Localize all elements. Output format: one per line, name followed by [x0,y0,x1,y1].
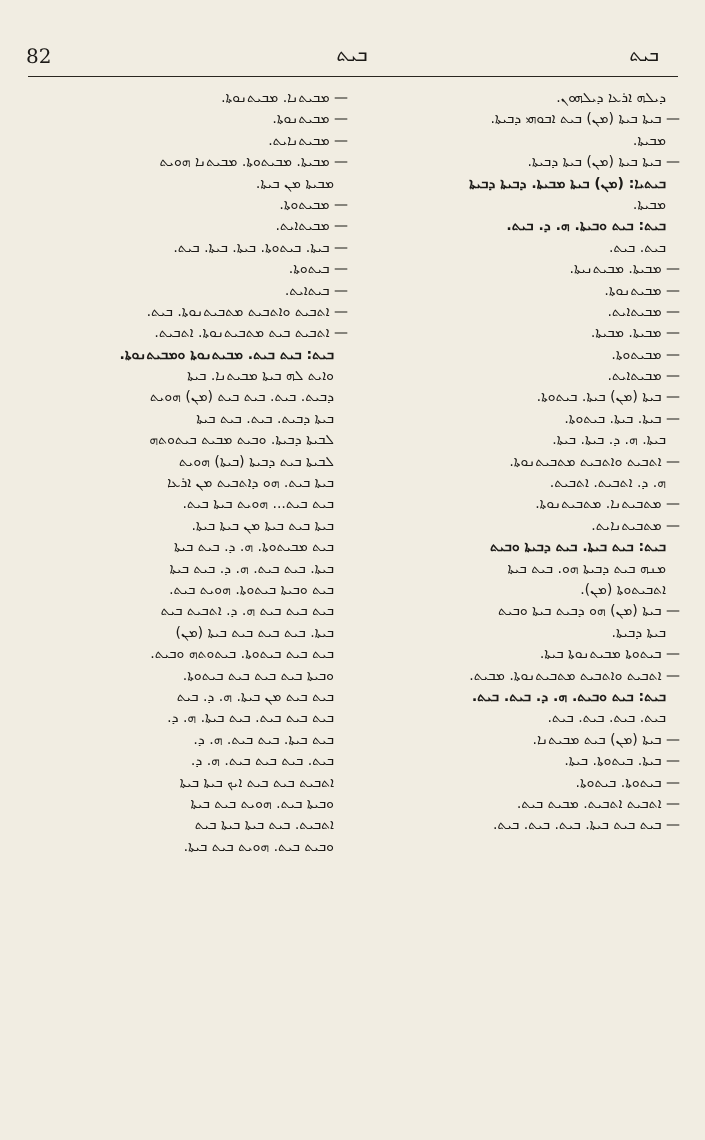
left-column-line: ܒܝܬ ܒܝܬ ܡܢ ܒܝܬܐ. ܗ. ܕ. ܒܝܬ [176,688,334,705]
right-column-line: ܡܢܗ ܒܝܬ ܕܒܝܬܐ ܗܘ. ܒܝܬ ܒܝܬܐ [507,560,666,577]
right-column-line: — ܒܝܬܐ (ܡܢ) ܗܘ ܕܒܝܬ ܒܝܬܐ ܘܒܝܬ [498,603,680,620]
left-column-line: — ܒܝܬܐ. ܒܝܬܘܬܐ. ܒܝܬܐ. ܒܝܬܐ. ܒܝܬ. [173,239,348,256]
page-header [0,36,705,72]
left-column-line: ܒܝܬ ܘܒܝܬܐ ܒܝܬܘܬܐ. ܗܘܝܬ ܒܝܬ. [169,581,334,598]
left-column-line: — ܡܒܝܬܐܝܬ. [275,218,348,235]
left-column-line: ܠܒܝܬܐ ܒܝܬ ܕܒܝܬܐ (ܒܝܬܐ) ܗܘܝܬ [178,453,334,470]
left-column-line: ܒܝܬ: ܒܝܬ ܒܝܬ. ܡܒܝܬܢܘܬܐ ܘܡܒܝܬܢܘܬܐ. [119,346,334,363]
left-column-line: ܡܒܝܬܐ ܡܢ ܒܝܬܐ. [255,175,334,192]
right-column-line: — ܡܒܝܬܢܘܬܐ. [604,282,680,299]
right-column-line: — ܒܝܬܐ. ܒܝܬܘܬܐ. ܒܝܬܐ. [564,753,680,770]
left-column-line: — ܡܒܝܬܢܐ. ܡܒܝܬܢܘܬܐ. [221,90,348,106]
left-column-line: ܒܝܬܐ. ܒܝܬ ܒܝܬ. ܗ. ܕ. ܒܝܬ ܒܝܬܐ [169,560,334,577]
left-column-line: — ܒܝܬܐܝܬ. [284,282,348,299]
page-number: 82 [26,44,52,68]
left-column-line: ܠܒܝܬܐ ܕܒܝܬܐ. ܘܒܝܬ ܡܒܝܬ ܒܝܬܘܬܗ [149,432,334,449]
left-column-line: ܒܝܬܐ ܕܒܝܬ. ܒܝܬ. ܒܝܬ ܒܝܬܐ [196,410,334,427]
right-column-line: — ܡܬܒܝܬܢܐ. ܡܬܒܝܬܢܘܬܐ. [535,496,680,513]
left-column-line: ܕܒܝܬ. ܒܝܬ. ܒܝܬ ܒܝܬ (ܡܢ) ܗܘܝܬ [149,389,334,406]
right-column-line: — ܐܬܒܝܬ ܐܬܒܝܬ. ܡܒܝܬ ܒܝܬ. [516,795,680,812]
right-column-line: ܒܝܬܐ. ܗ. ܕ. ܒܝܬܐ. ܒܝܬܐ. [552,432,666,449]
right-column-line: — ܒܝܬܘܬܐ. ܒܝܬܘܬܐ. [575,774,680,791]
right-column-line: ܒܝܬ: ܒܝܬ ܘܒܝܬ. ܗ. ܕ. ܒܝܬ. ܒܝܬ. [471,688,666,705]
right-column-line: — ܒܝܬܘܬܐ ܡܒܝܬܢܘܬܐ ܒܝܬܐ. [539,646,680,663]
right-column-line: ܡܒܝܬܐ. [632,196,666,213]
left-column-line: ܒܝܬܐ ܒܝܬ. ܗܘ ܕܐܬܒܝܬ ܡܢ ܐܪܥܐ [167,475,334,492]
left-column-line: ܒܝܬܐ ܒܝܬ ܒܝܬܐ ܡܢ ܒܝܬܐ ܒܝܬܐ. [191,517,334,534]
right-column-line: — ܡܒܝܬܐ. ܡܒܝܬܐ. [590,325,680,342]
right-column-line: ܒܝܬ: ܒܝܬ ܘܒܝܬܐ. ܗ. ܕ. ܒܝܬ. [506,218,666,235]
header-rule [28,76,678,77]
right-column-line: — ܡܒܝܬܐܝܬ. [607,303,680,320]
left-column-line: ܒܝܬ ܒܝܬ ܒܝܬܘܬܐ. ܒܝܬܘܬܗ ܘܒܝܬ. [150,646,334,663]
left-column-line: ܒܝܬ. ܒܝܬ ܒܝܬ ܒܝܬ. ܗ. ܕ. [190,753,334,770]
right-column-line: — ܐܬܒܝܬ ܘܐܬܒܝܬ ܡܬܒܝܬܢܘܬܐ. [509,453,680,470]
left-column-line: — ܡܒܝܬܐ. ܡܒܝܬܘܬܐ. ܡܒܝܬܢܐ ܗܘܝܬ [159,154,348,171]
right-column-line: — ܒܝܬܐ. ܒܝܬܐ. ܒܝܬܘܬܐ. [564,410,680,427]
left-column-line: ܒܝܬ ܒܝܬܐ. ܒܝܬ ܒܝܬ. ܗ. ܕ. [193,731,334,748]
running-title-center: ܒܝܬ [336,42,368,66]
left-column-line: — ܐܬܒܝܬ ܒܝܬ ܡܬܒܝܬܢܘܬܐ. ܐܬܒܝܬ. [154,325,348,342]
left-column-line: — ܡܒܝܬܘܬܐ. [279,196,348,213]
right-column-line: ܒܝܬ. ܒܝܬ. [608,239,666,256]
left-column-line: ܘܐܝܬ ܠܗ ܒܝܬܐ ܡܒܝܬܢܐ. ܒܝܬܐ [187,368,334,385]
right-column-line: ܗ. ܕ. ܐܬܒܝܬ. ܐܬܒܝܬ. [549,475,666,492]
running-title-right: ܒܝܬ [629,44,659,66]
right-column-line: ܒܝܬ. ܒܝܬ. ܒܝܬ. ܒܝܬ. [547,710,666,727]
right-column-line: ܐܬܒܝܬܘܬܐ (ܡܢ). [580,581,666,598]
left-column-line: ܐܬܒܝܬ. ܒܝܬ ܒܝܬܐ ܒܝܬܐ ܒܝܬ [194,817,334,834]
right-column-line: — ܡܒܝܬܐ. ܡܒܝܬܢܝܬܐ. [569,261,680,278]
right-column-line: ܒܝܬܐ ܕܒܝܬܐ. [611,624,666,641]
right-column-line: — ܒܝܬܐ (ܡܢ) ܒܝܬ ܡܒܝܬܢܐ. [532,731,680,748]
left-column-line: — ܐܬܒܝܬ ܘܐܬܒܝܬ ܡܬܒܝܬܢܘܬܐ. ܒܝܬ. [146,303,348,320]
right-column-line: — ܡܬܒܝܬܢܐܝܬ. [591,517,680,534]
left-column-line: ܐܬܒܝܬ ܒܝܬ ܒܝܬ ܐܝܟ ܒܝܬܐ ܒܝܬܐ [179,774,334,791]
left-column-line: ܒܝܬ ܒܝܬ ܒܝܬ. ܒܝܬ ܒܝܬܐ. ܗ. ܕ. [167,710,334,727]
right-column-line: ܕܝܠܗ ܐܪܥܐ ܕܝܠܗܘܢ. [556,90,666,106]
left-column [36,88,348,858]
left-column-line: ܒܝܬ ܒܝܬ... ܗܘܝܬ ܒܝܬܐ ܒܝܬ. [182,496,334,513]
right-column-line: — ܡܒܝܬܘܬܐ. [611,346,680,363]
right-column-line: — ܒܝܬܐ (ܡܢ) ܒܝܬܐ. ܒܝܬܘܬܐ. [536,389,680,406]
left-column-line: ܘܒܝܬܐ ܒܝܬ ܒܝܬ ܒܝܬ ܒܝܬܘܬܐ. [182,667,334,684]
left-column-line: ܒܝܬ ܡܒܝܬܘܬܐ. ܗ. ܕ. ܒܝܬ ܒܝܬܐ [174,539,334,556]
right-column-line: ܒܝܬܝܐ: (ܡܢ) ܒܝܬܐ ܡܒܝܬܐ. ܕܒܝܬܐ ܕܒܝܬܐ [469,175,666,192]
left-column-line: ܒܝܬܐ. ܒܝܬ ܒܝܬ ܒܝܬ ܒܝܬܐ (ܡܢ) [175,624,334,641]
right-column-line: ܒܝܬ: ܒܝܬ ܒܝܬܐ. ܒܝܬ ܕܒܝܬܐ ܘܒܝܬ [489,539,666,556]
right-column-line: — ܡܒܝܬܐܝܬ. [607,368,680,385]
left-column-line: — ܡܒܝܬܢܐܝܬ. [268,132,348,149]
right-column-line: ܡܒܝܬܐ. [632,132,666,149]
right-column-line: — ܒܝܬܐ ܒܝܬܐ (ܡܢ) ܒܝܬ ܐܒܘܗܝ ܕܒܝܬܐ. [490,111,680,128]
right-column [364,88,680,837]
left-column-line: ܒܝܬ ܒܝܬ ܒܝܬ ܗ. ܕ. ܐܬܒܝܬ ܒܝܬ [160,603,334,620]
left-column-line: ܘܒܝܬ ܒܝܬ. ܗܘܝܬ ܒܝܬ ܒܝܬܐ. [183,838,334,855]
left-column-line: — ܒܝܬܘܬܐ. [288,261,348,278]
right-column-line: — ܒܝܬ ܒܝܬ ܒܝܬܐ. ܒܝܬ. ܒܝܬ. ܒܝܬ. [492,817,680,834]
left-column-line: ܘܒܝܬܐ ܒܝܬ. ܗܘܝܬ ܒܝܬ ܒܝܬܐ [190,795,334,812]
right-column-line: — ܐܬܒܝܬ ܘܐܬܒܝܬ ܡܬܒܝܬܢܘܬܐ. ܡܒܝܬ. [469,667,680,684]
left-column-line: — ܡܒܝܬܢܘܬܐ. [272,111,348,128]
right-column-line: — ܒܝܬܐ ܒܝܬܐ (ܡܢ) ܒܝܬܐ ܕܒܝܬܐ. [527,154,680,171]
